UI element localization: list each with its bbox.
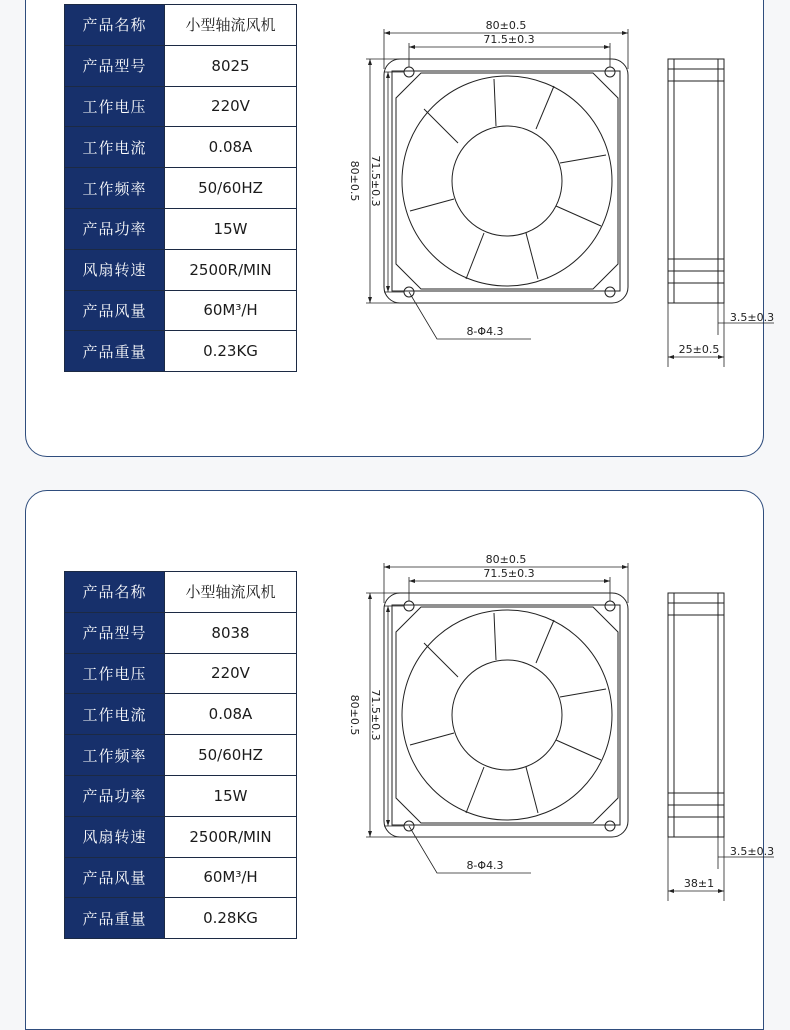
spec-value: 60M³/H: [165, 857, 297, 898]
fan-blade-ring: [402, 610, 612, 820]
spec-row: [65, 45, 297, 86]
spec-value: 50/60HZ: [165, 168, 297, 209]
fan-shroud: [396, 73, 618, 289]
spec-row: [65, 572, 297, 613]
spec-value: 15W: [165, 775, 297, 816]
mount-hole: [404, 67, 414, 77]
spec-label: 产品重量: [65, 898, 165, 939]
spec-row: [65, 86, 297, 127]
fan-hub: [452, 660, 562, 770]
fan-blades: [410, 79, 606, 279]
mount-hole: [605, 601, 615, 611]
spec-row: [65, 5, 297, 46]
spec-row: [65, 249, 297, 290]
product-card-8025: [25, 0, 775, 457]
spec-label: 产品功率: [65, 208, 165, 249]
spec-label: 工作电压: [65, 653, 165, 694]
fan-hub: [452, 126, 562, 236]
spec-row: [65, 208, 297, 249]
dim-holes-label: 8-Φ4.3: [466, 325, 504, 338]
dim-height-label: 80±0.5: [348, 694, 361, 736]
fan-dimension-drawing: [323, 553, 775, 923]
spec-label: 工作电压: [65, 86, 165, 127]
spec-label: 工作频率: [65, 735, 165, 776]
spec-value: 小型轴流风机: [165, 5, 297, 46]
fan-shroud: [396, 607, 618, 823]
spec-label: 产品风量: [65, 290, 165, 331]
mount-hole: [404, 601, 414, 611]
spec-row: [65, 331, 297, 372]
spec-label: 工作电流: [65, 694, 165, 735]
spec-value: 15W: [165, 208, 297, 249]
spec-row: [65, 735, 297, 776]
spec-label: 风扇转速: [65, 816, 165, 857]
spec-value: 2500R/MIN: [165, 249, 297, 290]
spec-value: 0.08A: [165, 694, 297, 735]
spec-label: 风扇转速: [65, 249, 165, 290]
spec-row: [65, 857, 297, 898]
mount-hole: [605, 67, 615, 77]
spec-row: [65, 775, 297, 816]
spec-value: 0.28KG: [165, 898, 297, 939]
spec-value: 220V: [165, 653, 297, 694]
fan-blade-ring: [402, 76, 612, 286]
spec-value: 8025: [165, 45, 297, 86]
spec-row: [65, 694, 297, 735]
spec-row: [65, 127, 297, 168]
spec-value: 8038: [165, 612, 297, 653]
spec-label: 产品名称: [65, 5, 165, 46]
spec-value: 220V: [165, 86, 297, 127]
fan-frame-inner: [392, 605, 620, 825]
spec-table: [64, 571, 297, 939]
spec-value: 2500R/MIN: [165, 816, 297, 857]
fan-dimension-drawing: [323, 19, 775, 389]
dim-hole-width-label: 71.5±0.3: [483, 33, 535, 46]
spec-table: [64, 4, 297, 372]
spec-label: 产品型号: [65, 45, 165, 86]
fan-frame-inner: [392, 71, 620, 291]
spec-label: 产品重量: [65, 331, 165, 372]
fan-frame: [384, 593, 628, 837]
product-card-8038: [25, 490, 775, 1030]
dim-hole-width-label: 71.5±0.3: [483, 567, 535, 580]
spec-value: 0.23KG: [165, 331, 297, 372]
fan-side-view: [668, 593, 724, 837]
dim-width-label: 80±0.5: [485, 553, 527, 566]
dim-hole-height-label: 71.5±0.3: [369, 155, 382, 207]
spec-row: [65, 290, 297, 331]
dim-hole-height-label: 71.5±0.3: [369, 689, 382, 741]
spec-value: 60M³/H: [165, 290, 297, 331]
spec-label: 产品风量: [65, 857, 165, 898]
spec-label: 工作频率: [65, 168, 165, 209]
fan-frame: [384, 59, 628, 303]
dim-depth-label: 38±1: [683, 877, 715, 890]
spec-label: 工作电流: [65, 127, 165, 168]
dim-width-label: 80±0.5: [485, 19, 527, 32]
mount-hole: [605, 287, 615, 297]
dim-flange-label: 3.5±0.3: [729, 311, 775, 324]
spec-label: 产品功率: [65, 775, 165, 816]
spec-value: 小型轴流风机: [165, 572, 297, 613]
dim-flange-label: 3.5±0.3: [729, 845, 775, 858]
spec-row: [65, 816, 297, 857]
spec-row: [65, 168, 297, 209]
spec-label: 产品型号: [65, 612, 165, 653]
spec-value: 0.08A: [165, 127, 297, 168]
spec-row: [65, 898, 297, 939]
spec-label: 产品名称: [65, 572, 165, 613]
fan-blades: [410, 613, 606, 813]
dim-holes-label: 8-Φ4.3: [466, 859, 504, 872]
spec-row: [65, 612, 297, 653]
fan-side-view: [668, 59, 724, 303]
dim-depth-label: 25±0.5: [678, 343, 720, 356]
spec-row: [65, 653, 297, 694]
spec-value: 50/60HZ: [165, 735, 297, 776]
mount-hole: [605, 821, 615, 831]
dim-height-label: 80±0.5: [348, 160, 361, 202]
